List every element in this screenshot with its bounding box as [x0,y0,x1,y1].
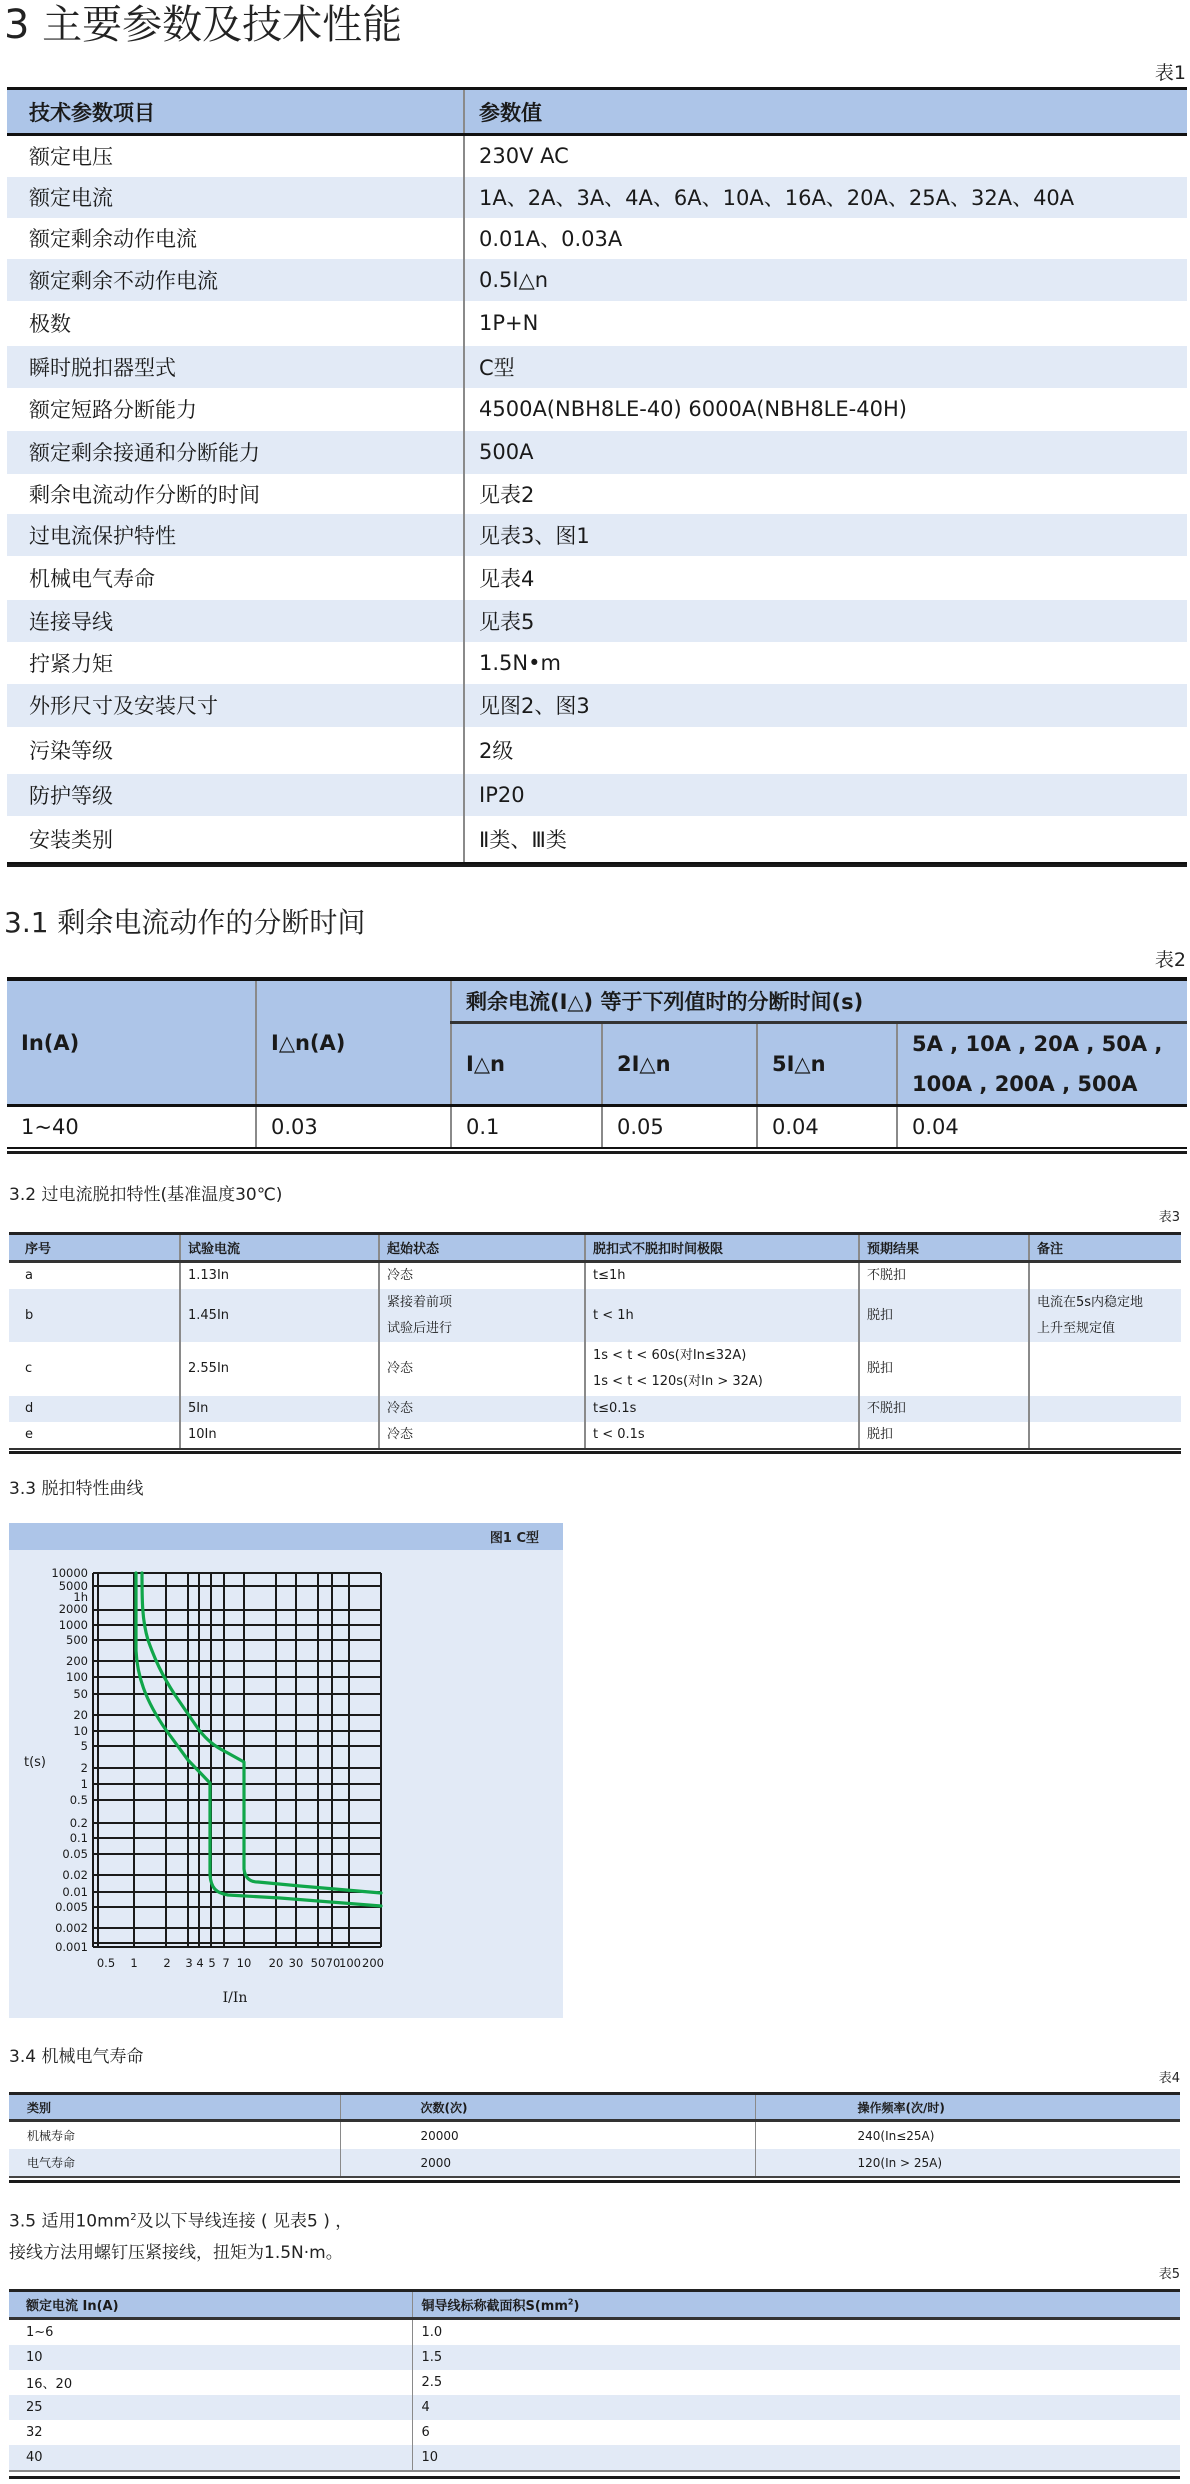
cell-cross-section: 10 [412,2445,1180,2471]
table-row [7,218,1187,259]
param-name: 瞬时脱扣器型式 [7,346,464,388]
cell-time-2x: 0.05 [602,1106,757,1149]
cell-expected-result: 脱扣 [859,1422,1029,1449]
cell-test-current: 5In [180,1396,379,1422]
param-value: 1P+N [479,311,539,335]
param-value: IP20 [464,774,1187,816]
table-row [9,1396,1181,1422]
table-header-row [7,89,1187,135]
svg-text:5: 5 [80,1739,88,1753]
table-row [7,388,1187,431]
param-value: 230V AC [479,144,569,169]
cell-category: 电气寿命 [9,2149,340,2177]
cell-initial-state [379,1289,585,1342]
superscript: 2 [567,2297,574,2307]
svg-text:0.05: 0.05 [62,1847,88,1861]
cell-time-limit: t < 0.1s [585,1422,859,1449]
table4-number: 表4 [1158,2071,1180,2086]
table-row [9,2149,1180,2177]
table2-number: 表2 [1154,949,1186,971]
limit-line: 1s < t < 120s(对In > 32A) [593,1374,763,1389]
table4-bottom-rule [9,2180,1180,2183]
svg-text:100: 100 [339,1956,361,1970]
svg-text:0.1: 0.1 [69,1831,88,1845]
cell-operations: 20000 [340,2121,755,2150]
table-row [9,1342,1181,1396]
cell-remarks [1029,1342,1181,1396]
table-header-row [9,2291,1180,2319]
svg-text:100: 100 [66,1670,88,1684]
cell-time-limit: t≤0.1s [585,1396,859,1422]
conductor-cross-section-table [9,2289,1180,2472]
overcurrent-tripping-table [9,1232,1181,1450]
subheader-1x: I△n [451,1023,602,1106]
svg-text:200: 200 [66,1654,88,1668]
param-name: 额定电压 [7,135,464,177]
limit-line: 1s < t < 60s(对In≤32A) [593,1348,747,1363]
param-name: 外形尺寸及安装尺寸 [7,684,464,727]
cell-time-limit: t < 1h [585,1289,859,1342]
cell-seq: b [9,1289,180,1342]
remark-line: 电流在5s内稳定地 [1037,1294,1144,1310]
cell-rated-current: 40 [9,2445,412,2471]
param-name: 连接导线 [7,600,464,642]
svg-text:20: 20 [268,1956,284,1970]
cell-rated-current: 1~40 [7,1106,256,1149]
subheader-2x: 2I△n [602,1023,757,1106]
svg-text:5: 5 [208,1956,216,1970]
param-value: 0.01A、0.03A [479,227,623,251]
cell-rated-current: 1~6 [9,2319,412,2346]
table-header-row [9,2094,1180,2121]
table-row [7,642,1187,684]
header-text-end: ) [573,2299,580,2314]
lower-trip-curve [136,1573,381,1906]
param-value: 见表2 [479,482,535,507]
svg-text:4: 4 [196,1956,204,1970]
main-parameters-table [7,87,1187,864]
cell-test-current: 2.55In [180,1342,379,1396]
cell-time-limit [585,1342,859,1396]
table-row [7,684,1187,727]
table-row [7,1106,1187,1149]
header-operations: 次数(次) [340,2094,755,2121]
param-name: 额定短路分断能力 [7,388,464,431]
svg-text:70: 70 [325,1956,341,1970]
table-row [9,2121,1180,2150]
trip-curve-figure [9,1523,563,2018]
cell-cross-section: 1.0 [421,2325,443,2340]
cell-time-fixed: 0.04 [897,1106,1187,1149]
y-axis-title: t(s) [23,1755,47,1770]
table-row [9,1262,1181,1290]
cell-seq: a [9,1262,180,1290]
cell-remarks [1029,1422,1181,1449]
svg-text:0.2: 0.2 [69,1816,88,1830]
subheader-5x: 5I△n [757,1023,897,1106]
table-row [7,301,1187,346]
table-row [7,431,1187,474]
svg-text:10: 10 [236,1956,252,1970]
subheader-fixed-line2: 100A , 200A , 500A [912,1072,1138,1096]
param-value: 4500A(NBH8LE-40) 6000A(NBH8LE-40H) [479,397,907,421]
header-seq: 序号 [9,1234,180,1262]
table-row [9,2319,1180,2346]
subheader-fixed-currents [897,1023,1187,1106]
svg-text:10000: 10000 [51,1566,88,1580]
svg-text:0.002: 0.002 [55,1921,88,1935]
cell-rated-residual-current: 0.03 [256,1106,451,1149]
param-name: 安装类别 [7,816,464,863]
table3-bottom-rule [9,1451,1181,1454]
param-value: 见表3、图1 [464,514,1187,556]
table-row [7,177,1187,218]
param-value: 见表5 [464,600,1187,642]
param-name: 防护等级 [7,774,464,816]
mechanical-electrical-life-table [9,2092,1180,2178]
table-row [7,135,1187,177]
svg-text:0.01: 0.01 [62,1885,88,1899]
param-value: Ⅱ类、Ⅲ类 [464,816,1187,863]
header-category: 类别 [9,2094,340,2121]
table-row [9,2420,1180,2445]
table1-number: 表1 [1154,62,1186,84]
param-value: 见图2、图3 [464,684,1187,727]
cell-rated-current: 10 [9,2345,412,2370]
cell-initial-state: 冷态 [379,1342,585,1396]
header-rated-current: In(A) [7,979,256,1106]
table-row [7,600,1187,642]
cell-cross-section: 6 [421,2425,430,2440]
header-frequency: 操作频率(次/时) [755,2094,1180,2121]
header-text: 铜导线标称截面积S(mm [421,2299,568,2314]
table-row [7,816,1187,863]
cell-category: 机械寿命 [9,2121,340,2150]
x-axis-title: I/In [222,1990,248,2006]
param-name: 污染等级 [7,727,464,774]
section-3-3-title: 3.3 脱扣特性曲线 [9,1479,144,1499]
svg-text:2: 2 [80,1761,88,1775]
cell-seq: c [9,1342,180,1396]
header-rated-current: 额定电流 In(A) [9,2291,412,2319]
table-row [7,727,1187,774]
cell-cross-section: 1.5 [412,2345,1180,2370]
y-axis-labels [51,1566,88,1954]
table5-number: 表5 [1158,2267,1180,2282]
param-name: 过电流保护特性 [7,514,464,556]
table-header-row [9,1234,1181,1262]
table1-bottom-rule [7,864,1187,867]
cell-expected-result: 脱扣 [859,1289,1029,1342]
section-3-4-title: 3.4 机械电气寿命 [9,2047,144,2067]
table-header-row [7,979,1187,1023]
table-row [9,2345,1180,2370]
param-name: 机械电气寿命 [7,556,464,600]
section-3-2-title: 3.2 过电流脱扣特性(基准温度30℃) [9,1185,283,1205]
param-value: 500A [464,431,1187,474]
cell-initial-state: 冷态 [379,1262,585,1290]
cell-test-current: 1.13In [180,1262,379,1290]
cell-time-5x: 0.04 [757,1106,897,1149]
table3-number: 表3 [1158,1210,1180,1225]
header-parameter-item: 技术参数项目 [7,89,464,135]
residual-current-breaking-time-table [7,977,1187,1149]
table-row [7,474,1187,514]
cell-frequency: 120(In > 25A) [755,2149,1180,2177]
x-axis-labels [97,1956,384,1970]
cell-rated-current: 32 [9,2420,412,2445]
svg-text:1000: 1000 [58,1618,88,1632]
svg-text:2: 2 [163,1956,171,1970]
table2-bottom-rule [7,1151,1187,1154]
line1-text: 3.5 适用10mm [9,2211,131,2232]
cell-operations: 2000 [340,2149,755,2177]
param-name: 额定剩余动作电流 [7,218,464,259]
svg-text:0.001: 0.001 [55,1940,88,1954]
svg-text:500: 500 [66,1633,88,1647]
cell-cross-section: 4 [412,2395,1180,2420]
header-time-limit: 脱扣式不脱扣时间极限 [585,1234,859,1262]
table-row [7,259,1187,301]
table-row [9,2370,1180,2395]
section-3-1-title: 3.1 剩余电流动作的分断时间 [4,906,366,939]
param-value: C型 [464,346,1187,388]
section-3-5-line1 [9,2207,352,2233]
header-remarks: 备注 [1029,1234,1181,1262]
param-name: 极数 [7,301,464,346]
header-parameter-value: 参数值 [464,89,1187,135]
upper-trip-curve [142,1573,381,1893]
svg-text:10: 10 [73,1724,88,1738]
table-row [7,556,1187,600]
table5-bottom-rule [9,2476,1180,2479]
table-row [7,346,1187,388]
cell-seq: e [9,1422,180,1449]
state-line: 紧接着前项 [387,1294,453,1310]
svg-text:0.5: 0.5 [69,1793,88,1807]
cell-initial-state: 冷态 [379,1422,585,1449]
param-name: 拧紧力矩 [7,642,464,684]
cell-remarks [1029,1262,1181,1290]
cell-test-current: 1.45In [180,1289,379,1342]
cell-time-1x: 0.1 [451,1106,602,1149]
svg-text:50: 50 [73,1687,88,1701]
table-row [7,514,1187,556]
svg-text:200: 200 [362,1956,384,1970]
svg-text:0.5: 0.5 [96,1956,116,1970]
cell-expected-result: 不脱扣 [859,1262,1029,1290]
svg-text:3: 3 [185,1956,193,1970]
header-initial-state: 起始状态 [379,1234,585,1262]
superscript: 2 [130,2212,137,2223]
svg-text:50: 50 [310,1956,326,1970]
page-title: 3 主要参数及技术性能 [4,2,403,48]
cell-test-current: 10In [180,1422,379,1449]
cell-remarks [1029,1289,1181,1342]
table-row [9,1422,1181,1449]
line1-text-cont: 及以下导线连接 ( 见表5 ) ， [136,2211,353,2232]
svg-text:5000: 5000 [58,1579,88,1593]
param-value: 0.5I△n [464,259,1187,301]
table-row [9,2445,1180,2471]
svg-text:0.02: 0.02 [62,1868,88,1882]
param-name: 额定电流 [7,177,464,218]
svg-text:2000: 2000 [58,1602,88,1616]
table-row [9,2395,1180,2420]
cell-seq: d [9,1396,180,1422]
svg-text:1: 1 [130,1956,138,1970]
table-row [9,1289,1181,1342]
param-value: 1.5N•m [479,650,561,675]
svg-text:20: 20 [73,1708,88,1722]
svg-text:7: 7 [222,1956,230,1970]
section-3-5-line2: 接线方法用螺钉压紧接线，扭矩为1.5N·m。 [9,2243,343,2263]
svg-text:0.005: 0.005 [55,1900,88,1914]
cell-rated-current: 25 [9,2395,412,2420]
trip-curves [136,1573,381,1906]
figure-caption: 图1 C型 [489,1531,539,1546]
header-test-current: 试验电流 [180,1234,379,1262]
cell-frequency: 240(In≤25A) [857,2128,935,2143]
param-name: 额定剩余不动作电流 [7,259,464,301]
cell-remarks [1029,1396,1181,1422]
cell-expected-result: 脱扣 [859,1342,1029,1396]
cell-expected-result: 不脱扣 [859,1396,1029,1422]
param-value: 1A、2A、3A、4A、6A、10A、16A、20A、25A、32A、40A [464,177,1187,218]
cell-time-limit: t≤1h [585,1262,859,1290]
svg-text:1: 1 [80,1777,88,1791]
header-expected-result: 预期结果 [859,1234,1029,1262]
table-row [7,774,1187,816]
trip-characteristic-chart [9,1523,563,2018]
subheader-fixed-line1: 5A , 10A , 20A , 50A , [912,1032,1163,1056]
remark-line: 上升至规定值 [1037,1320,1116,1336]
svg-text:30: 30 [288,1956,304,1970]
param-name: 额定剩余接通和分断能力 [7,431,464,474]
param-name: 剩余电流动作分断的时间 [7,474,464,514]
svg-text:1h: 1h [73,1590,88,1604]
param-value: 见表4 [479,566,535,591]
header-cross-section [412,2291,1180,2319]
param-value: 2级 [479,739,514,763]
cell-cross-section: 2.5 [421,2375,443,2390]
cell-initial-state: 冷态 [379,1396,585,1422]
state-line: 试验后进行 [387,1320,453,1336]
header-rated-residual-current: I△n(A) [256,979,451,1106]
header-breaking-time-group: 剩余电流(I△) 等于下列值时的分断时间(s) [451,979,1187,1023]
cell-rated-current: 16、20 [9,2370,412,2395]
